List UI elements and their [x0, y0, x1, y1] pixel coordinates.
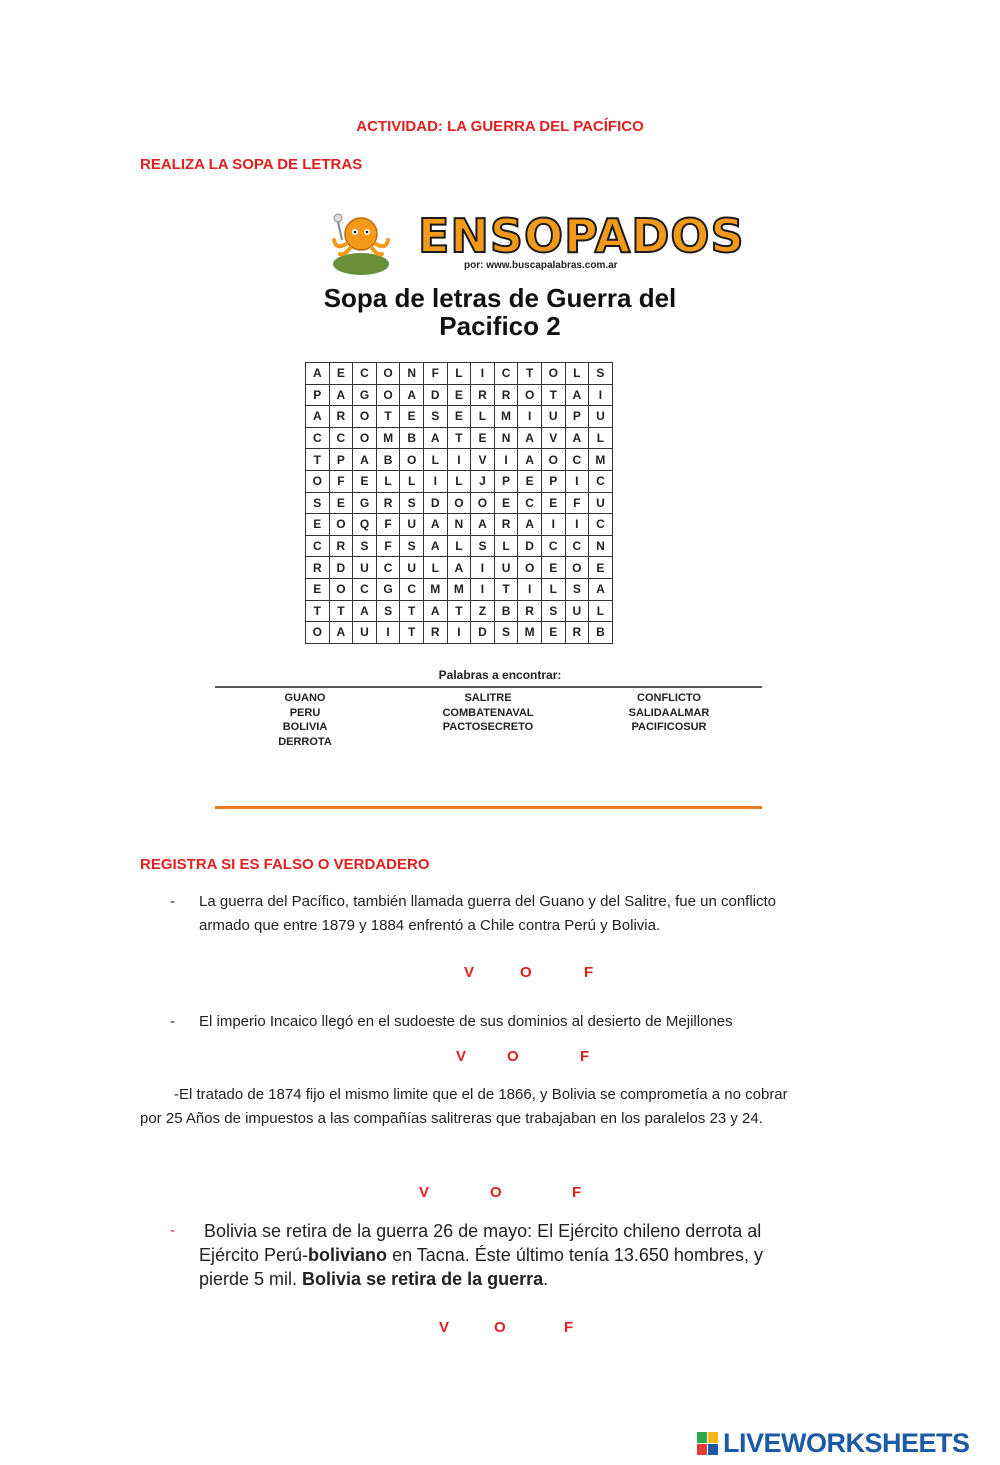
grid-cell[interactable]: F — [423, 363, 447, 385]
grid-cell[interactable]: A — [589, 578, 613, 600]
grid-cell[interactable]: F — [376, 535, 400, 557]
grid-cell[interactable]: I — [447, 622, 471, 644]
grid-row — [306, 492, 613, 514]
grid-row — [306, 622, 613, 644]
grid-row — [306, 384, 613, 406]
orange-divider — [215, 806, 762, 809]
grid-cell[interactable]: B — [494, 600, 518, 622]
grid-cell[interactable]: S — [423, 406, 447, 428]
grid-cell[interactable]: R — [494, 514, 518, 536]
answer-options-1 — [0, 964, 1000, 984]
grid-cell[interactable]: O — [353, 427, 377, 449]
grid-cell[interactable]: R — [494, 384, 518, 406]
grid-cell[interactable]: M — [423, 578, 447, 600]
grid-cell[interactable]: O — [518, 384, 542, 406]
grid-cell[interactable]: T — [494, 578, 518, 600]
grid-cell[interactable]: J — [471, 470, 495, 492]
grid-cell[interactable]: I — [494, 449, 518, 471]
grid-row — [306, 514, 613, 536]
grid-cell[interactable]: A — [306, 406, 330, 428]
grid-cell[interactable]: U — [400, 557, 424, 579]
grid-row — [306, 600, 613, 622]
grid-cell[interactable]: R — [423, 622, 447, 644]
bullet-dash: - — [170, 893, 175, 910]
grid-cell[interactable]: I — [471, 363, 495, 385]
grid-cell[interactable]: A — [329, 384, 353, 406]
grid-cell[interactable]: O — [329, 578, 353, 600]
grid-cell[interactable]: U — [400, 514, 424, 536]
grid-cell[interactable]: R — [471, 384, 495, 406]
word-to-find: GUANO — [284, 692, 326, 704]
grid-cell[interactable]: R — [518, 600, 542, 622]
grid-row — [306, 449, 613, 471]
puzzle-title-line2: Pacifico 2 — [439, 311, 561, 341]
grid-cell[interactable]: O — [447, 492, 471, 514]
grid-cell[interactable]: T — [541, 384, 565, 406]
option-o: O — [520, 964, 532, 981]
answer-options-2 — [0, 1048, 1000, 1068]
grid-cell[interactable]: E — [353, 470, 377, 492]
option-v[interactable]: V — [439, 1319, 450, 1336]
grid-cell[interactable]: R — [329, 406, 353, 428]
grid-cell[interactable]: I — [589, 384, 613, 406]
grid-cell[interactable]: B — [400, 427, 424, 449]
grid-cell[interactable]: L — [589, 600, 613, 622]
word-to-find: PACIFICOSUR — [631, 721, 707, 733]
question-3 — [140, 1083, 900, 1131]
grid-cell[interactable]: P — [329, 449, 353, 471]
grid-cell[interactable]: A — [353, 600, 377, 622]
grid-cell[interactable]: O — [541, 449, 565, 471]
grid-cell[interactable]: T — [447, 427, 471, 449]
word-to-find: CONFLICTO — [637, 692, 701, 704]
grid-cell[interactable]: A — [306, 363, 330, 385]
page-title: ACTIVIDAD: LA GUERRA DEL PACÍFICO — [356, 118, 644, 135]
grid-cell[interactable]: E — [329, 492, 353, 514]
grid-cell[interactable]: F — [376, 514, 400, 536]
divider — [215, 686, 762, 688]
grid-cell[interactable]: S — [589, 363, 613, 385]
grid-cell[interactable]: Q — [353, 514, 377, 536]
grid-cell[interactable]: G — [353, 384, 377, 406]
option-o: O — [507, 1048, 519, 1065]
grid-cell[interactable]: I — [447, 449, 471, 471]
grid-cell[interactable]: O — [329, 514, 353, 536]
grid-cell[interactable]: L — [423, 449, 447, 471]
grid-cell[interactable]: D — [423, 492, 447, 514]
grid-cell[interactable]: S — [353, 535, 377, 557]
grid-cell[interactable]: L — [447, 470, 471, 492]
word-search-grid[interactable] — [305, 362, 613, 644]
grid-cell[interactable]: R — [565, 622, 589, 644]
grid-cell[interactable]: O — [400, 449, 424, 471]
word-list-col3 — [610, 691, 728, 735]
question-2-text: El imperio Incaico llegó en el sudoeste de sus dominios al desierto de Mejillones — [199, 1013, 733, 1030]
word-to-find: PERU — [289, 706, 321, 719]
question-4-line3: pierde 5 mil. Bolivia se retira de la guerra. — [199, 1269, 549, 1289]
grid-cell[interactable]: T — [400, 622, 424, 644]
grid-cell[interactable]: E — [541, 492, 565, 514]
grid-cell[interactable]: C — [353, 578, 377, 600]
grid-row — [306, 427, 613, 449]
grid-cell[interactable]: U — [589, 492, 613, 514]
grid-row — [306, 578, 613, 600]
grid-cell[interactable]: U — [565, 600, 589, 622]
grid-cell[interactable]: B — [376, 449, 400, 471]
word-to-find: SALIDAALMAR — [628, 706, 710, 719]
grid-cell[interactable]: C — [541, 535, 565, 557]
grid-cell[interactable]: P — [565, 406, 589, 428]
grid-cell[interactable]: R — [306, 557, 330, 579]
option-f[interactable]: F — [572, 1184, 582, 1201]
grid-cell[interactable]: C — [494, 363, 518, 385]
word-to-find: SALITRE — [464, 692, 512, 704]
grid-cell[interactable]: B — [589, 622, 613, 644]
grid-cell[interactable]: S — [400, 535, 424, 557]
grid-cell[interactable]: D — [518, 535, 542, 557]
section-heading-word-search: REALIZA LA SOPA DE LETRAS — [140, 156, 363, 173]
grid-cell[interactable]: D — [423, 384, 447, 406]
grid-cell[interactable]: E — [400, 406, 424, 428]
puzzle-title-line1: Sopa de letras de Guerra del — [323, 283, 677, 313]
grid-cell[interactable]: I — [471, 557, 495, 579]
octopus-mascot-icon — [330, 210, 392, 276]
grid-cell[interactable]: L — [565, 363, 589, 385]
grid-cell[interactable]: T — [518, 363, 542, 385]
grid-cell[interactable]: F — [329, 470, 353, 492]
word-list-col1 — [260, 691, 350, 749]
grid-cell[interactable]: A — [353, 449, 377, 471]
grid-cell[interactable]: E — [306, 578, 330, 600]
grid-cell[interactable]: N — [447, 514, 471, 536]
word-to-find: COMBATENAVAL — [442, 706, 534, 719]
grid-cell[interactable]: E — [471, 427, 495, 449]
grid-cell[interactable]: O — [376, 363, 400, 385]
question-2 — [170, 1010, 870, 1036]
grid-cell[interactable]: E — [518, 470, 542, 492]
grid-cell[interactable]: E — [541, 557, 565, 579]
question-4 — [170, 1219, 870, 1295]
grid-cell[interactable]: M — [518, 622, 542, 644]
grid-cell[interactable]: C — [306, 535, 330, 557]
option-f[interactable]: F — [564, 1319, 574, 1336]
grid-cell[interactable]: A — [518, 449, 542, 471]
grid-cell[interactable]: I — [518, 578, 542, 600]
grid-cell[interactable]: A — [518, 427, 542, 449]
grid-cell[interactable]: N — [589, 535, 613, 557]
grid-row — [306, 406, 613, 428]
grid-cell[interactable]: T — [447, 600, 471, 622]
grid-cell[interactable]: I — [423, 470, 447, 492]
grid-cell[interactable]: N — [494, 427, 518, 449]
grid-cell[interactable]: A — [329, 622, 353, 644]
grid-cell[interactable]: O — [565, 557, 589, 579]
grid-cell[interactable]: O — [541, 363, 565, 385]
grid-cell[interactable]: C — [353, 363, 377, 385]
grid-cell[interactable]: A — [565, 384, 589, 406]
grid-cell[interactable]: P — [541, 470, 565, 492]
grid-cell[interactable]: L — [400, 470, 424, 492]
question-1-line1: La guerra del Pacífico, también llamada guerra del Guano y del Salitre, fue un conflicto — [199, 893, 777, 910]
grid-cell[interactable]: E — [589, 557, 613, 579]
grid-cell[interactable]: V — [541, 427, 565, 449]
words-heading: Palabras a encontrar: — [438, 668, 562, 682]
grid-cell[interactable]: Z — [471, 600, 495, 622]
grid-cell[interactable]: E — [447, 384, 471, 406]
grid-cell[interactable]: S — [541, 600, 565, 622]
grid-cell[interactable]: U — [589, 406, 613, 428]
grid-cell[interactable]: V — [471, 449, 495, 471]
grid-cell[interactable]: A — [423, 600, 447, 622]
grid-cell[interactable]: C — [518, 492, 542, 514]
word-list-col2 — [420, 691, 556, 735]
grid-cell[interactable]: G — [353, 492, 377, 514]
grid-cell[interactable]: A — [423, 514, 447, 536]
grid-cell[interactable]: S — [400, 492, 424, 514]
grid-cell[interactable]: T — [400, 600, 424, 622]
grid-cell[interactable]: I — [565, 470, 589, 492]
grid-cell[interactable]: C — [589, 470, 613, 492]
grid-cell[interactable]: A — [423, 427, 447, 449]
bullet-dash: - — [170, 1222, 175, 1239]
ensopados-url: por: www.buscapalabras.com.ar — [464, 260, 618, 271]
bullet-dash: - — [170, 1013, 175, 1030]
grid-cell[interactable]: I — [565, 514, 589, 536]
grid-cell[interactable]: I — [541, 514, 565, 536]
grid-cell[interactable]: A — [518, 514, 542, 536]
grid-cell[interactable]: O — [306, 470, 330, 492]
grid-cell[interactable]: S — [306, 492, 330, 514]
grid-cell[interactable]: F — [565, 492, 589, 514]
grid-cell[interactable]: E — [541, 622, 565, 644]
option-f[interactable]: F — [580, 1048, 590, 1065]
grid-cell[interactable]: A — [565, 427, 589, 449]
grid-cell[interactable]: C — [565, 449, 589, 471]
liveworksheets-logo — [697, 1428, 997, 1460]
grid-cell[interactable]: P — [306, 384, 330, 406]
question-1-line2: armado que entre 1879 y 1884 enfrentó a Chile contra Perú y Bolivia. — [199, 917, 661, 934]
grid-cell[interactable]: A — [471, 514, 495, 536]
ensopados-wordmark: ENSOPADOS — [418, 209, 745, 263]
grid-cell[interactable]: O — [518, 557, 542, 579]
grid-cell[interactable]: C — [565, 535, 589, 557]
grid-cell[interactable]: M — [589, 449, 613, 471]
grid-cell[interactable]: L — [541, 578, 565, 600]
grid-cell[interactable]: T — [376, 406, 400, 428]
section-heading-true-false: REGISTRA SI ES FALSO O VERDADERO — [140, 856, 430, 873]
ensopados-logo — [330, 208, 745, 278]
question-1 — [170, 890, 870, 940]
grid-cell[interactable]: C — [329, 427, 353, 449]
question-3-line1: -El tratado de 1874 fijo el mismo limite que el de 1866, y Bolivia se comprometía a no cobrar — [174, 1086, 788, 1103]
grid-cell[interactable]: E — [494, 492, 518, 514]
grid-cell[interactable]: U — [541, 406, 565, 428]
grid-cell[interactable]: S — [471, 535, 495, 557]
grid-cell[interactable]: L — [471, 406, 495, 428]
grid-cell[interactable]: L — [423, 557, 447, 579]
grid-cell[interactable]: O — [306, 622, 330, 644]
grid-cell[interactable]: S — [376, 600, 400, 622]
grid-cell[interactable]: A — [447, 557, 471, 579]
grid-cell[interactable]: T — [306, 600, 330, 622]
grid-cell[interactable]: L — [589, 427, 613, 449]
grid-cell[interactable]: O — [376, 384, 400, 406]
question-3-line2: por 25 Años de impuestos a las compañías salitreras que trabajaban en los paralelos 23 y 24. — [140, 1110, 763, 1127]
grid-cell[interactable]: S — [494, 622, 518, 644]
grid-cell[interactable]: P — [494, 470, 518, 492]
grid-cell[interactable]: E — [329, 363, 353, 385]
word-to-find: BOLIVIA — [282, 721, 328, 733]
grid-cell[interactable]: C — [306, 427, 330, 449]
grid-cell[interactable]: R — [376, 492, 400, 514]
grid-cell[interactable]: E — [447, 406, 471, 428]
grid-cell[interactable]: T — [306, 449, 330, 471]
grid-cell[interactable]: U — [353, 557, 377, 579]
grid-cell[interactable]: A — [423, 535, 447, 557]
grid-cell[interactable]: T — [329, 600, 353, 622]
liveworksheets-blocks-icon — [697, 1432, 719, 1456]
grid-cell[interactable]: I — [471, 578, 495, 600]
word-to-find: DERROTA — [278, 735, 332, 748]
liveworksheets-wordmark: LIVEWORKSHEETS — [723, 1428, 970, 1458]
grid-cell[interactable]: M — [447, 578, 471, 600]
grid-row — [306, 470, 613, 492]
grid-cell[interactable]: D — [329, 557, 353, 579]
option-v[interactable]: V — [464, 964, 475, 981]
option-o: O — [494, 1319, 506, 1336]
grid-cell[interactable]: G — [376, 578, 400, 600]
grid-cell[interactable]: M — [494, 406, 518, 428]
word-to-find: PACTOSECRETO — [442, 721, 534, 733]
grid-cell[interactable]: N — [400, 363, 424, 385]
grid-cell[interactable]: I — [376, 622, 400, 644]
grid-row — [306, 363, 613, 385]
option-o: O — [490, 1184, 502, 1201]
grid-cell[interactable]: U — [494, 557, 518, 579]
answer-options-3 — [0, 1184, 1000, 1204]
grid-cell[interactable]: C — [400, 578, 424, 600]
grid-cell[interactable]: O — [353, 406, 377, 428]
grid-cell[interactable]: C — [589, 514, 613, 536]
grid-cell[interactable]: M — [376, 427, 400, 449]
option-v[interactable]: V — [419, 1184, 430, 1201]
grid-cell[interactable]: L — [447, 363, 471, 385]
grid-cell[interactable]: A — [400, 384, 424, 406]
grid-cell[interactable]: O — [471, 492, 495, 514]
answer-options-4 — [0, 1319, 1000, 1339]
grid-cell[interactable]: S — [565, 578, 589, 600]
grid-cell[interactable]: L — [376, 470, 400, 492]
grid-cell[interactable]: R — [329, 535, 353, 557]
grid-cell[interactable]: I — [518, 406, 542, 428]
grid-cell[interactable]: C — [376, 557, 400, 579]
grid-cell[interactable]: L — [494, 535, 518, 557]
question-4-line2: Ejército Perú-boliviano en Tacna. Éste último tenía 13.650 hombres, y — [199, 1245, 763, 1265]
grid-cell[interactable]: U — [353, 622, 377, 644]
option-v[interactable]: V — [456, 1048, 467, 1065]
puzzle-title — [0, 284, 1000, 340]
grid-cell[interactable]: D — [471, 622, 495, 644]
question-4-line1: Bolivia se retira de la guerra 26 de mayo: El Ejército chileno derrota al — [204, 1221, 762, 1241]
grid-row — [306, 557, 613, 579]
grid-cell[interactable]: E — [306, 514, 330, 536]
grid-cell[interactable]: L — [447, 535, 471, 557]
grid-row — [306, 535, 613, 557]
option-f[interactable]: F — [584, 964, 594, 981]
